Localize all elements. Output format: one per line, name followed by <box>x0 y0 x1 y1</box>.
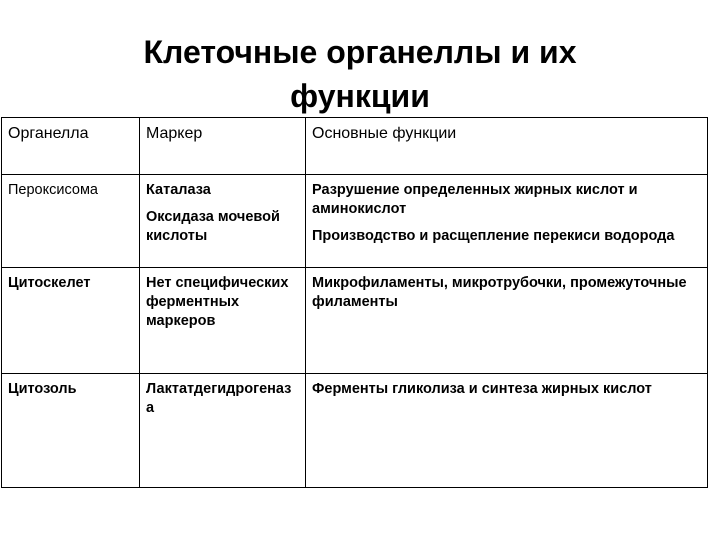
organelle-cell <box>2 175 140 268</box>
marker-text: Каталаза <box>146 182 211 198</box>
functions-cell <box>306 374 708 488</box>
marker-text: Оксидаза мочевой кислоты <box>146 209 280 244</box>
column-header-organelle: Органелла <box>2 118 140 175</box>
table-header-row <box>2 118 708 175</box>
column-header-functions: Основные функции <box>306 118 708 175</box>
marker-cell <box>140 374 306 488</box>
marker-text: Лактатдегидрогеназа <box>146 381 292 416</box>
table-row <box>2 175 708 268</box>
functions-cell <box>306 268 708 374</box>
organelle-cell <box>2 374 140 488</box>
organelle-name: Пероксисома <box>8 182 98 198</box>
function-text: Разрушение определенных жирных кислот и аминокислот <box>312 182 638 217</box>
functions-cell <box>306 175 708 268</box>
marker-cell <box>140 268 306 374</box>
organelle-name: Цитоскелет <box>8 275 91 291</box>
page-title-line-2: функции <box>290 78 430 114</box>
table-row <box>2 268 708 374</box>
table-row <box>2 374 708 488</box>
function-text: Производство и расщепление перекиси водорода <box>312 228 675 244</box>
organelle-cell <box>2 268 140 374</box>
organelle-name: Цитозоль <box>8 381 77 397</box>
organelles-table <box>1 117 708 488</box>
page-title-line-1: Клеточные органеллы и их <box>143 34 577 70</box>
marker-cell <box>140 175 306 268</box>
function-text: Ферменты гликолиза и синтеза жирных кислот <box>312 381 652 397</box>
function-text: Микрофиламенты, микротрубочки, промежуточные филаменты <box>312 275 687 310</box>
column-header-marker: Маркер <box>140 118 306 175</box>
marker-text: Нет специфических ферментных маркеров <box>146 275 289 329</box>
page-title <box>0 30 720 118</box>
